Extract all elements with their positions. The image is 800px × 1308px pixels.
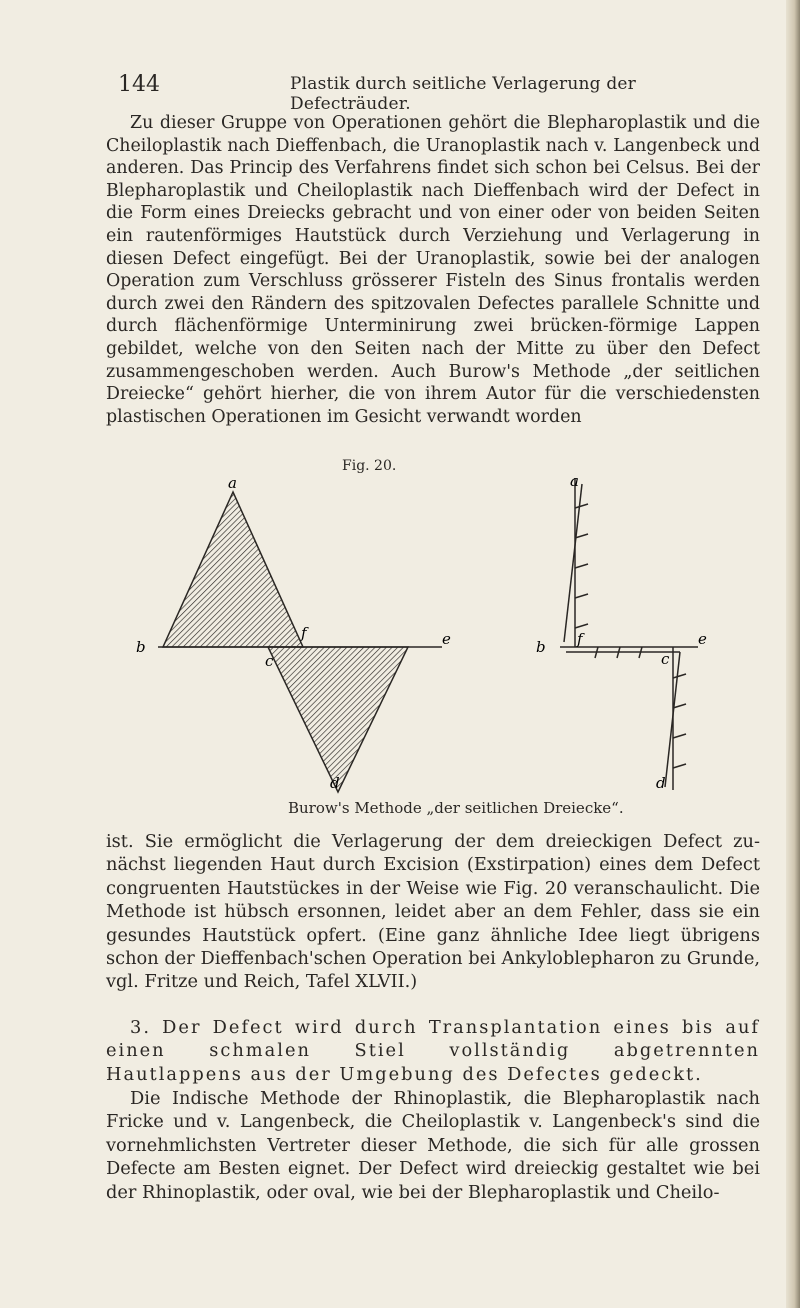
figure-drawing: [120, 472, 740, 797]
section-heading-transplantation: 3. Der Defect wird durch Transplantation eines bis auf einen schmalen Stiel vollständig abgetrennten Hautlappens aus der Umgebung des Defectes gedeckt.: [106, 1017, 760, 1085]
running-head: Plastik durch seitliche Verlagerung der Defecträuder.: [290, 74, 636, 114]
paragraph-indian-method: Die Indische Methode der Rhinoplastik, die Blepharoplastik nach Fricke und v. Langenbeck, die Cheiloplastik v. Langenbeck's sind die vornehmlichsten Vertreter dieser Methode, die sich für alle grossen Defecte am Besten eignet. Der Defect wird dreieckig gestaltet wie bei der Rhinoplastik, oder oval, wie bei der Blepharoplastik und Cheilo-: [106, 1088, 760, 1203]
letter-f-left: f: [301, 624, 307, 642]
letter-a-right: a: [570, 472, 579, 490]
letter-d-left: d: [330, 774, 340, 792]
upper-triangle-defect: [163, 492, 303, 647]
lower-triangle-excised: [268, 647, 408, 792]
page-edge: [786, 0, 800, 1308]
figure-label: Fig. 20.: [342, 458, 397, 474]
letter-e-right: e: [698, 630, 707, 648]
figure-burow-triangles: [120, 472, 740, 797]
figure-caption: Burow's Methode „der seitlichen Dreiecke“.: [288, 799, 624, 817]
letter-c-left: c: [265, 652, 274, 670]
page-number: 144: [118, 72, 160, 97]
letter-e-left: e: [442, 630, 451, 648]
paragraph-intro: Zu dieser Gruppe von Operationen gehört die Blepharoplastik und die Cheiloplastik nach Dieffenbach, die Uranoplastik nach v. Langenbeck und anderen. Das Princip des Verfahrens findet sich schon bei Celsus. Bei der Blepharoplastik und Cheiloplastik nach Dieffenbach wird der Defect in die Form eines Dreiecks gebracht und von einer oder von beiden Seiten ein rautenförmiges Hautstück durch Verziehung und Verlagerung in diesen Defect eingefügt. Bei der Uranoplastik, sowie bei der analogen Operation zum Verschluss grösserer Fisteln des Sinus frontalis werden durch zwei den Rändern des spitzovalen Defectes parallele Schnitte und durch flächenförmige Unterminirung zwei brücken-förmige Lappen gebildet, welche von den Seiten nach der Mitte zu über den Defect zusammengeschoben werden. Auch Burow's Methode „der seitlichen Dreiecke“ gehört hierher, die von ihrem Autor für die verschiedensten plastischen Operationen im Gesicht verwandt worden: [106, 113, 760, 427]
letter-b-right: b: [536, 638, 546, 656]
letter-b-left: b: [136, 638, 146, 656]
paragraph-method-critique: ist. Sie ermöglicht die Verlagerung der dem dreieckigen Defect zu-nächst liegenden Haut durch Excision (Exstirpation) eines dem Defect congruenten Hautstückes in der Weise wie Fig. 20 veranschaulicht. Die Methode ist hübsch ersonnen, leidet aber an dem Fehler, dass sie ein gesundes Hautstück opfert. (Eine ganz ähnliche Idee liegt übrigens schon der Dieffenbach'schen Operation bei Ankyloblepharon zu Grunde, vgl. Fritze und Reich, Tafel XLVII.): [106, 831, 760, 993]
letter-d-right: d: [656, 774, 666, 792]
letter-c-right: c: [661, 650, 670, 668]
left-diagram: [136, 474, 451, 792]
letter-a-left: a: [228, 474, 237, 492]
letter-f-right: f: [577, 630, 583, 648]
page-header: [118, 72, 760, 114]
